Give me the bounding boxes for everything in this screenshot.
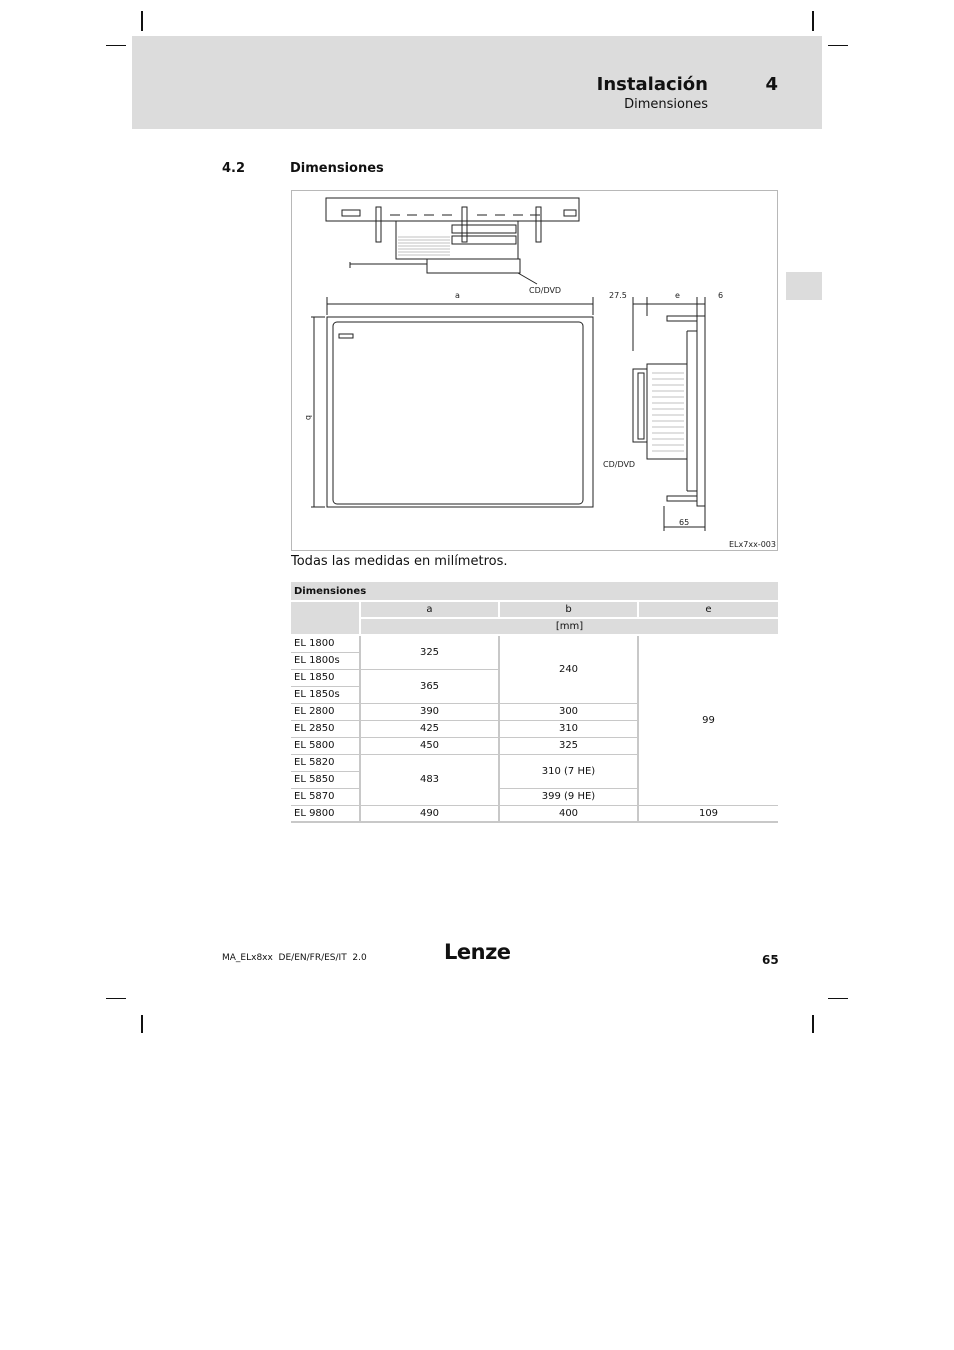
a-cell: 450 [360,737,499,754]
crop-mark [812,11,814,31]
table-caption: Dimensiones [291,582,778,601]
cd-dvd-label-side: CD/DVD [603,460,636,469]
model-cell: EL 5800 [291,737,360,754]
dim-label-6: 6 [718,291,724,300]
top-view [326,198,579,284]
crop-mark [828,45,848,46]
e-cell: 99 [638,635,778,805]
figure-id: ELx7xx-003 [729,540,776,549]
section-number: 4.2 [222,161,246,176]
b-cell: 240 [499,635,638,703]
header-blank [291,601,360,635]
chapter-subtitle: Dimensiones [624,97,708,112]
b-cell: 325 [499,737,638,754]
header-e: e [638,601,778,618]
b-cell: 400 [499,805,638,822]
figure-caption: Todas las medidas en milímetros. [291,554,508,569]
dim-label-65: 65 [679,518,690,527]
b-cell: 300 [499,703,638,720]
lenze-logo: Lenze [444,940,511,964]
dim-label-e: e [675,291,680,300]
model-cell: EL 1800s [291,652,360,669]
a-cell: 390 [360,703,499,720]
a-cell: 365 [360,669,499,703]
crop-mark [812,1015,814,1033]
chapter-side-tab [786,272,822,300]
b-cell: 310 (7 HE) [499,754,638,788]
model-cell: EL 9800 [291,805,360,822]
chapter-title: Instalación [596,74,708,95]
table-row [291,635,778,652]
dimension-drawing-svg [292,191,779,552]
cd-dvd-label-top: CD/DVD [529,286,562,295]
crop-mark [106,45,126,46]
model-cell: EL 1850s [291,686,360,703]
a-cell: 490 [360,805,499,822]
header-band [132,36,822,129]
crop-mark [828,998,848,999]
b-cell: 399 (9 HE) [499,788,638,805]
dim-label-a: a [455,291,460,300]
header-unit: [mm] [360,618,778,635]
model-cell: EL 5870 [291,788,360,805]
crop-mark [141,1015,143,1033]
table-row [291,805,778,822]
a-cell: 483 [360,754,499,805]
footer-doc-ref: MA_ELx8xx DE/EN/FR/ES/IT 2.0 [222,953,367,963]
model-cell: EL 2800 [291,703,360,720]
model-cell: EL 5850 [291,771,360,788]
chapter-number: 4 [765,74,778,95]
table-unit-row [291,618,778,635]
page-number: 65 [762,953,779,967]
crop-mark [141,11,143,31]
dimension-drawing [291,190,778,551]
model-cell: EL 2850 [291,720,360,737]
dim-label-b: b [304,415,313,421]
dimensions-table [291,582,778,823]
a-cell: 425 [360,720,499,737]
a-cell: 325 [360,635,499,669]
section-title: Dimensiones [290,161,384,176]
b-cell: 310 [499,720,638,737]
header-a: a [360,601,499,618]
e-cell: 109 [638,805,778,822]
model-cell: EL 1800 [291,635,360,652]
model-cell: EL 1850 [291,669,360,686]
header-b: b [499,601,638,618]
front-view [311,297,593,507]
table-header-row [291,601,778,618]
model-cell: EL 5820 [291,754,360,771]
table-caption-row [291,582,778,601]
side-view [633,297,705,531]
crop-mark [106,998,126,999]
dim-label-27-5: 27.5 [609,291,627,300]
